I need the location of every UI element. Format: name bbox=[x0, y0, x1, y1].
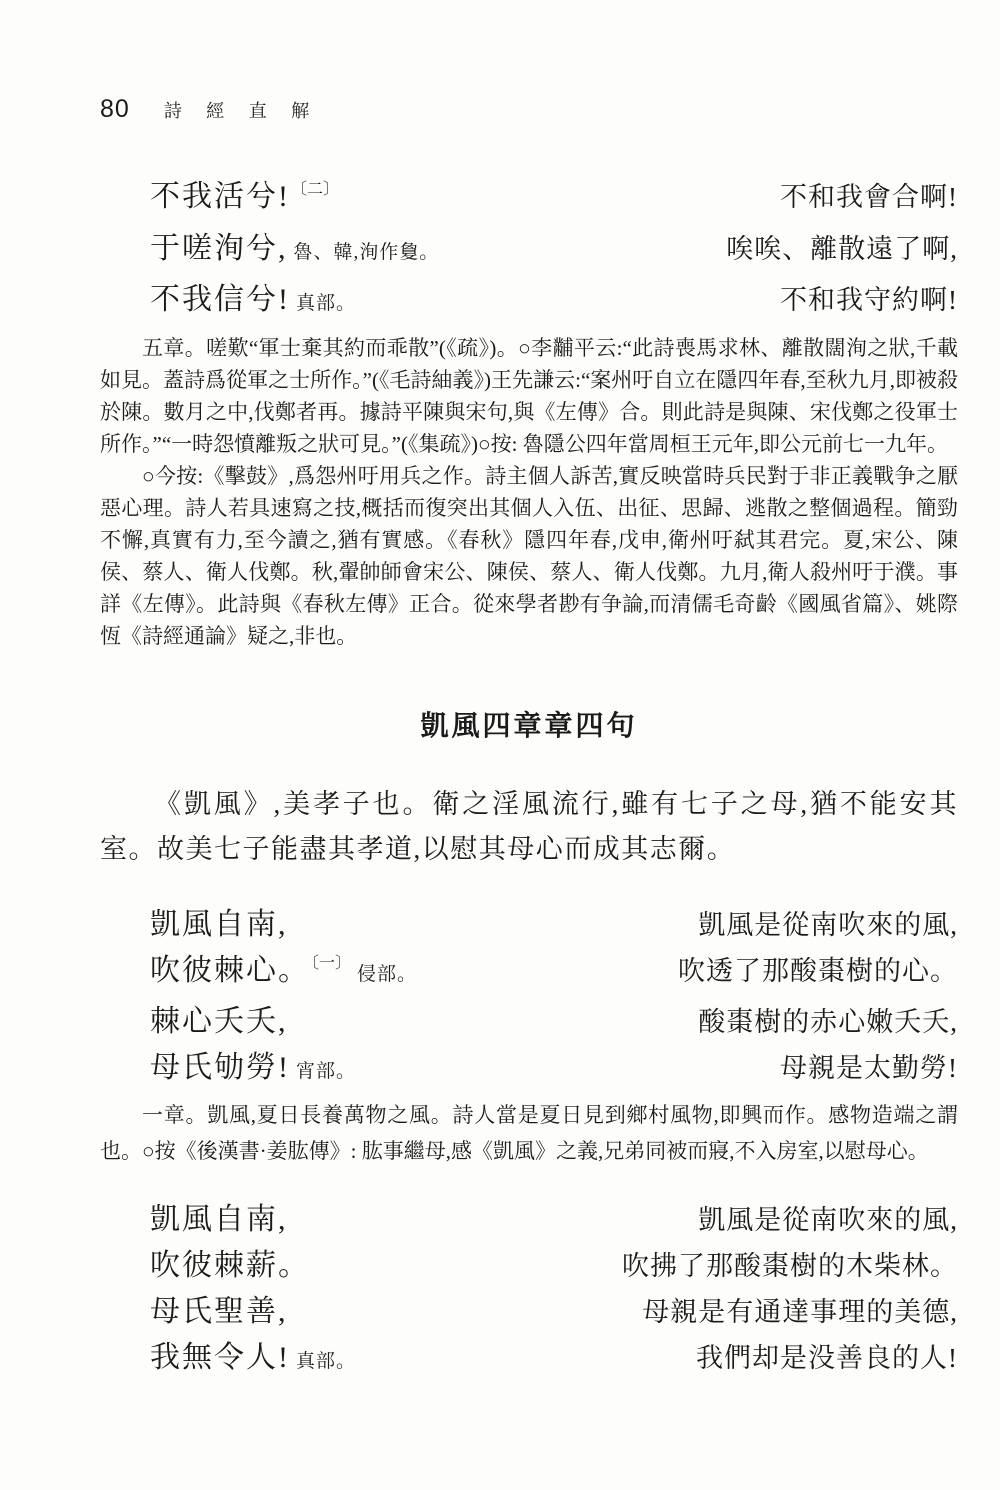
running-head bbox=[100, 95, 958, 125]
verse-original bbox=[150, 902, 288, 948]
rhyme-note: 真部。 bbox=[296, 1351, 357, 1372]
verse-text: 不我信兮! bbox=[150, 283, 290, 316]
verse-line bbox=[150, 173, 958, 225]
verse-text: 于嗟洵兮, bbox=[150, 232, 288, 265]
verse-original bbox=[150, 948, 417, 999]
poem-jigu-stanza bbox=[100, 173, 958, 327]
verse-original bbox=[150, 1045, 356, 1095]
verse-translation: 唉唉、離散遠了啊, bbox=[726, 234, 958, 264]
verse-original bbox=[150, 1243, 310, 1289]
verse-translation: 酸棗樹的赤心嫩夭夭, bbox=[698, 1007, 958, 1037]
verse-translation: 不和我會合啊! bbox=[780, 182, 958, 212]
verse-line bbox=[150, 276, 958, 327]
verse-text: 我無令人! bbox=[150, 1341, 290, 1374]
verse-translation: 我們却是没善良的人! bbox=[696, 1343, 958, 1373]
verse-original bbox=[150, 173, 339, 225]
book-title: 詩 經 直 解 bbox=[163, 101, 320, 121]
verse-translation: 吹拂了那酸棗樹的木柴林。 bbox=[622, 1251, 958, 1281]
footnote-marker: 〔二〕 bbox=[291, 181, 340, 198]
verse-text: 不我活兮! bbox=[150, 180, 290, 213]
verse-line bbox=[150, 225, 958, 276]
verse-original bbox=[150, 276, 356, 327]
page-number: 80 bbox=[100, 95, 130, 123]
rhyme-note: 宵部。 bbox=[296, 1061, 357, 1082]
section-title-kaifeng: 凱風四章章四句 bbox=[420, 710, 638, 741]
verse-original bbox=[150, 999, 288, 1045]
verse-original bbox=[150, 1335, 356, 1385]
verse-original bbox=[150, 225, 439, 276]
verse-original bbox=[150, 1289, 288, 1335]
verse-translation: 凱風是從南吹來的風, bbox=[698, 910, 958, 940]
verse-text: 吹彼棘心。 bbox=[150, 954, 310, 987]
verse-text: 凱風自南, bbox=[150, 1203, 288, 1236]
verse-translation: 吹透了那酸棗樹的心。 bbox=[678, 956, 958, 986]
verse-line bbox=[150, 1289, 958, 1335]
verse-text: 母氏劬勞! bbox=[150, 1051, 290, 1084]
verse-line bbox=[150, 1197, 958, 1243]
verse-text: 凱風自南, bbox=[150, 908, 288, 941]
commentary-chapter-one: 一章。凱風,夏日長養萬物之風。詩人當是夏日見到鄉村風物,即興而作。感物造端之謂也。○按《後漢書·姜肱傳》: 肱事繼母,感《凱風》之義,兄弟同被而寢,不入房室,以慰母心。 bbox=[100, 1103, 958, 1163]
footnote-marker: 〔一〕 bbox=[311, 955, 352, 972]
verse-line bbox=[150, 1045, 958, 1095]
verse-line bbox=[150, 1243, 958, 1289]
verse-translation: 不和我守約啊! bbox=[780, 285, 958, 315]
kaifeng-stanza-2 bbox=[100, 1197, 958, 1385]
verse-original bbox=[150, 1197, 288, 1243]
verse-text: 吹彼棘薪。 bbox=[150, 1249, 310, 1282]
commentary-chapter-five: 五章。嗟歎“軍士棄其約而乖散”(《疏》)。○李黼平云:“此詩喪馬求林、離散闊洵之狀,千載如見。蓋詩爲從軍之士所作。”(《毛詩紬義》)王先謙云:“案州吁自立在隱四年春,至秋九月,即被殺於陳。數月之中,伐鄭者再。據詩平陳與宋句,與《左傳》合。則此詩是與陳、宋伐鄭之役軍士所作。”“一時怨憤離叛之狀可見。”(《集疏》)○按: 魯隱公四年當周桓王元年,即公元前七一九年。 bbox=[100, 336, 958, 456]
commentary-modern-note: ○今按:《擊鼓》,爲怨州吁用兵之作。詩主個人訴苦,實反映當時兵民對于非正義戰争之厭惡心理。詩人若具速寫之技,概括而復突出其個人入伍、出征、思歸、逃散之整個過程。簡勁不懈,真實有力,至今讀之,猶有實感。《春秋》隱四年春,戊申,衛州吁弑其君完。夏,宋公、陳侯、蔡人、衛人伐鄭。秋,翬帥師會宋公、陳侯、蔡人、衛人伐鄭。九月,衛人殺州吁于濮。事詳《左傳》。此詩與《春秋左傳》正合。從來學者尠有争論,而清儒毛奇齡《國風省篇》、姚際恆《詩經通論》疑之,非也。 bbox=[100, 464, 958, 648]
verse-line bbox=[150, 902, 958, 948]
verse-line bbox=[150, 999, 958, 1045]
verse-text: 母氏聖善, bbox=[150, 1295, 288, 1328]
verse-text: 棘心夭夭, bbox=[150, 1005, 288, 1038]
rhyme-note: 侵部。 bbox=[357, 964, 418, 985]
verse-translation: 母親是太勤勞! bbox=[780, 1053, 958, 1083]
verse-line bbox=[150, 1335, 958, 1385]
verse-line bbox=[150, 948, 958, 999]
rhyme-note: 真部。 bbox=[296, 293, 357, 314]
verse-translation: 凱風是從南吹來的風, bbox=[698, 1205, 958, 1235]
kaifeng-stanza-1 bbox=[100, 902, 958, 1095]
verse-translation: 母親是有通達事理的美德, bbox=[642, 1297, 958, 1327]
poem-preface: 《凱風》,美孝子也。衛之淫風流行,雖有七子之母,猶不能安其室。故美七子能盡其孝道,以慰其母心而成其志爾。 bbox=[100, 789, 958, 864]
variant-note: 魯、韓,洵作敻。 bbox=[293, 242, 440, 263]
